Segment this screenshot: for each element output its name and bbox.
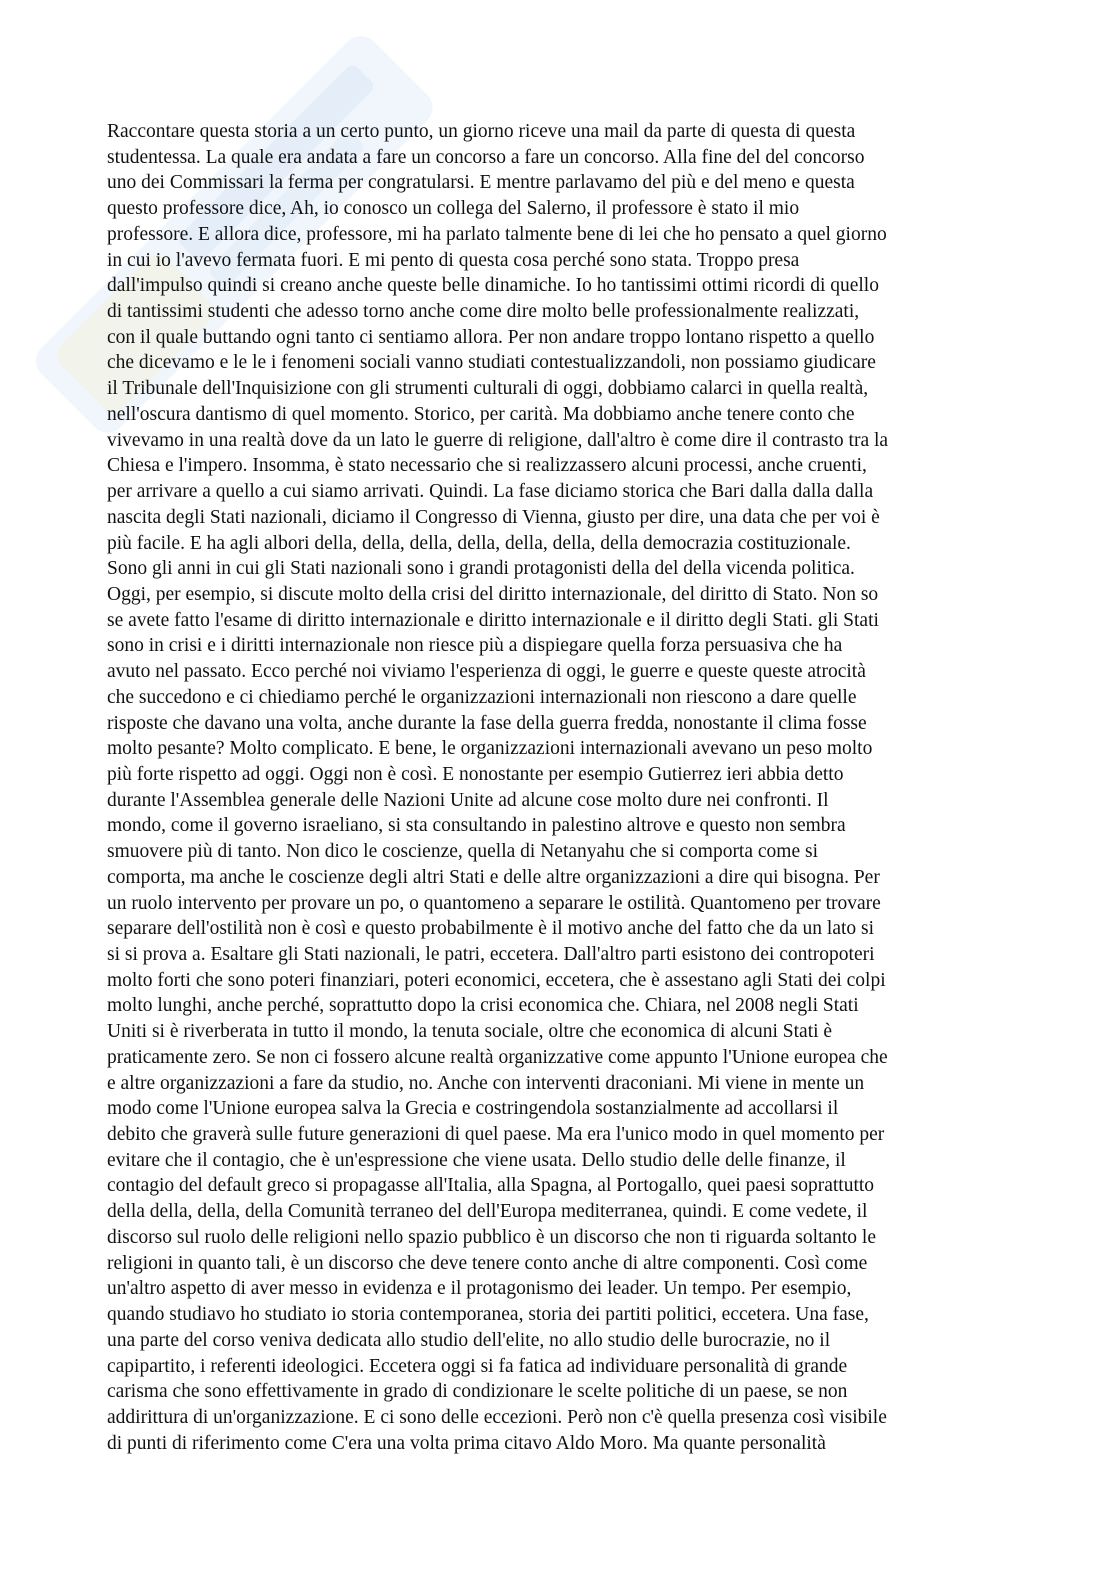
text-line: se avete fatto l'esame di diritto internazionale e diritto internazionale e il diritto degli Stati. gli Stati xyxy=(107,609,879,631)
text-line: questo professore dice, Ah, io conosco un collega del Salerno, il professore è stato il mio xyxy=(107,198,800,220)
text-line: dall'impulso quindi si creano anche queste belle dinamiche. Io ho tantissimi ottimi ricordi di quello xyxy=(107,275,879,297)
text-line: in cui io l'avevo fermata fuori. E mi pento di questa cosa perché sono stata. Troppo presa xyxy=(107,249,800,271)
text-line: e altre organizzazioni a fare da studio, no. Anche con interventi draconiani. Mi viene in mente un xyxy=(107,1072,865,1094)
text-line: molto forti che sono poteri finanziari, poteri economici, eccetera, che è assestano agli Stati dei colpi xyxy=(107,969,886,991)
text-line: una parte del corso veniva dedicata allo studio dell'elite, no allo studio delle burocrazie, no il xyxy=(107,1329,831,1351)
text-line: sono in crisi e i diritti internazionale non riesce più a dispiegare quella forza persuasiva che ha xyxy=(107,635,843,657)
text-line: di tantissimi studenti che adesso torno anche come dire molto belle professionalmente realizzati, xyxy=(107,301,860,323)
text-line: smuovere più di tanto. Non dico le coscienze, quella di Netanyahu che si comporta come si xyxy=(107,841,818,863)
text-line: nascita degli Stati nazionali, diciamo il Congresso di Vienna, giusto per dire, una data che per voi è xyxy=(107,506,880,528)
text-line: un ruolo intervento per provare un po, o quantomeno a separare le ostilità. Quantomeno per trovare xyxy=(107,892,881,914)
text-line: capipartito, i referenti ideologici. Eccetera oggi si fa fatica ad individuare personalità di grande xyxy=(107,1355,848,1377)
text-line: vivevamo in una realtà dove da un lato le guerre di religione, dall'altro è come dire il contrasto tra la xyxy=(107,429,889,451)
text-line: Oggi, per esempio, si discute molto della crisi del diritto internazionale, del diritto di Stato. Non so xyxy=(107,583,879,605)
text-line: discorso sul ruolo delle religioni nello spazio pubblico è un discorso che non ti riguarda soltanto le xyxy=(107,1226,877,1248)
text-line: professore. E allora dice, professore, mi ha parlato talmente bene di lei che ho pensato a quel giorno xyxy=(107,223,887,245)
text-line: modo come l'Unione europea salva la Grecia e costringendola sostanzialmente ad accollarsi il xyxy=(107,1098,839,1120)
text-line: Chiesa e l'impero. Insomma, è stato necessario che si realizzassero alcuni processi, anche cruenti, xyxy=(107,455,867,477)
text-line: molto lunghi, anche perché, soprattutto dopo la crisi economica che. Chiara, nel 2008 negli Stati xyxy=(107,995,859,1017)
text-line: molto pesante? Molto complicato. E bene, le organizzazioni internazionali avevano un peso molto xyxy=(107,738,873,760)
text-line: comporta, ma anche le coscienze degli altri Stati e delle altre organizzazioni a dire qui bisogna. Per xyxy=(107,866,880,888)
text-line: di punti di riferimento come C'era una volta prima citavo Aldo Moro. Ma quante personalità xyxy=(107,1432,826,1454)
text-line: contagio del default greco si propagasse all'Italia, alla Spagna, al Portogallo, quei paesi soprattutto xyxy=(107,1175,875,1197)
text-line: religioni in quanto tali, è un discorso che deve tenere conto anche di altre componenti. Così come xyxy=(107,1252,868,1274)
text-line: mondo, come il governo israeliano, si sta consultando in palestino altrove e questo non sembra xyxy=(107,815,846,837)
text-line: che dicevamo e le le i fenomeni sociali vanno studiati contestualizzandoli, non possiamo giudicare xyxy=(107,352,876,374)
text-line: debito che graverà sulle future generazioni di quel paese. Ma era l'unico modo in quel momento per xyxy=(107,1124,885,1146)
text-line: un'altro aspetto di aver messo in evidenza e il protagonismo dei leader. Un tempo. Per esempio, xyxy=(107,1278,852,1300)
text-line: Sono gli anni in cui gli Stati nazionali sono i grandi protagonisti della del della vicenda politica. xyxy=(107,558,855,580)
text-line: evitare che il contagio, che è un'espressione che viene usata. Dello studio delle delle finanze, il xyxy=(107,1149,846,1171)
text-line: uno dei Commissari la ferma per congratularsi. E mentre parlavamo del più e del meno e questa xyxy=(107,172,855,194)
text-line: carisma che sono effettivamente in grado di condizionare le scelte politiche di un paese, se non xyxy=(107,1381,848,1403)
text-line: che succedono e ci chiediamo perché le organizzazioni internazionali non riescono a dare quelle xyxy=(107,686,857,708)
text-line: Uniti si è riverberata in tutto il mondo, la tenuta sociale, oltre che economica di alcuni Stati è xyxy=(107,1021,833,1043)
text-line: Raccontare questa storia a un certo punto, un giorno riceve una mail da parte di questa di questa xyxy=(107,121,856,142)
text-line: con il quale buttando ogni tanto ci sentiamo allora. Per non andare troppo lontano rispetto a quello xyxy=(107,326,875,348)
text-line: risposte che davano una volta, anche durante la fase della guerra fredda, nonostante il clima fosse xyxy=(107,712,867,734)
text-line: avuto nel passato. Ecco perché noi viviamo l'esperienza di oggi, le guerre e queste queste atrocità xyxy=(107,661,866,683)
text-line: quando studiavo ho studiato io storia contemporanea, storia dei partiti politici, eccetera. Una fase, xyxy=(107,1304,869,1326)
text-line: per arrivare a quello a cui siamo arrivati. Quindi. La fase diciamo storica che Bari dalla dalla dalla xyxy=(107,481,874,503)
text-line: nell'oscura dantismo di quel momento. Storico, per carità. Ma dobbiamo anche tenere conto che xyxy=(107,403,855,425)
text-line: durante l'Assemblea generale delle Nazioni Unite ad alcune cose molto dure nei confronti. Il xyxy=(107,789,829,811)
text-line: separare dell'ostilità non è così e questo probabilmente è il motivo anche del fatto che da un lato si xyxy=(107,918,875,940)
text-line: addirittura di un'organizzazione. E ci sono delle eccezioni. Però non c'è quella presenza così visibile xyxy=(107,1406,887,1428)
body-paragraph xyxy=(107,119,888,1456)
text-line: praticamente zero. Se non ci fossero alcune realtà organizzative come appunto l'Unione europea che xyxy=(107,1046,888,1068)
text-line: si si prova a. Esaltare gli Stati nazionali, le patri, eccetera. Dall'altro parti esistono dei contropoteri xyxy=(107,944,875,965)
text-line: studentessa. La quale era andata a fare un concorso a fare un concorso. Alla fine del del concorso xyxy=(107,146,865,168)
text-line: il Tribunale dell'Inquisizione con gli strumenti culturali di oggi, dobbiamo calarci in quella realtà, xyxy=(107,378,869,400)
text-line: più forte rispetto ad oggi. Oggi non è così. E nonostante per esempio Gutierrez ieri abbia detto xyxy=(107,763,844,785)
text-line: della della, della, della Comunità terraneo del dell'Europa mediterranea, quindi. E come vedete, il xyxy=(107,1201,868,1223)
text-line: più facile. E ha agli albori della, della, della, della, della, della, della democrazia costituzionale. xyxy=(107,532,851,554)
